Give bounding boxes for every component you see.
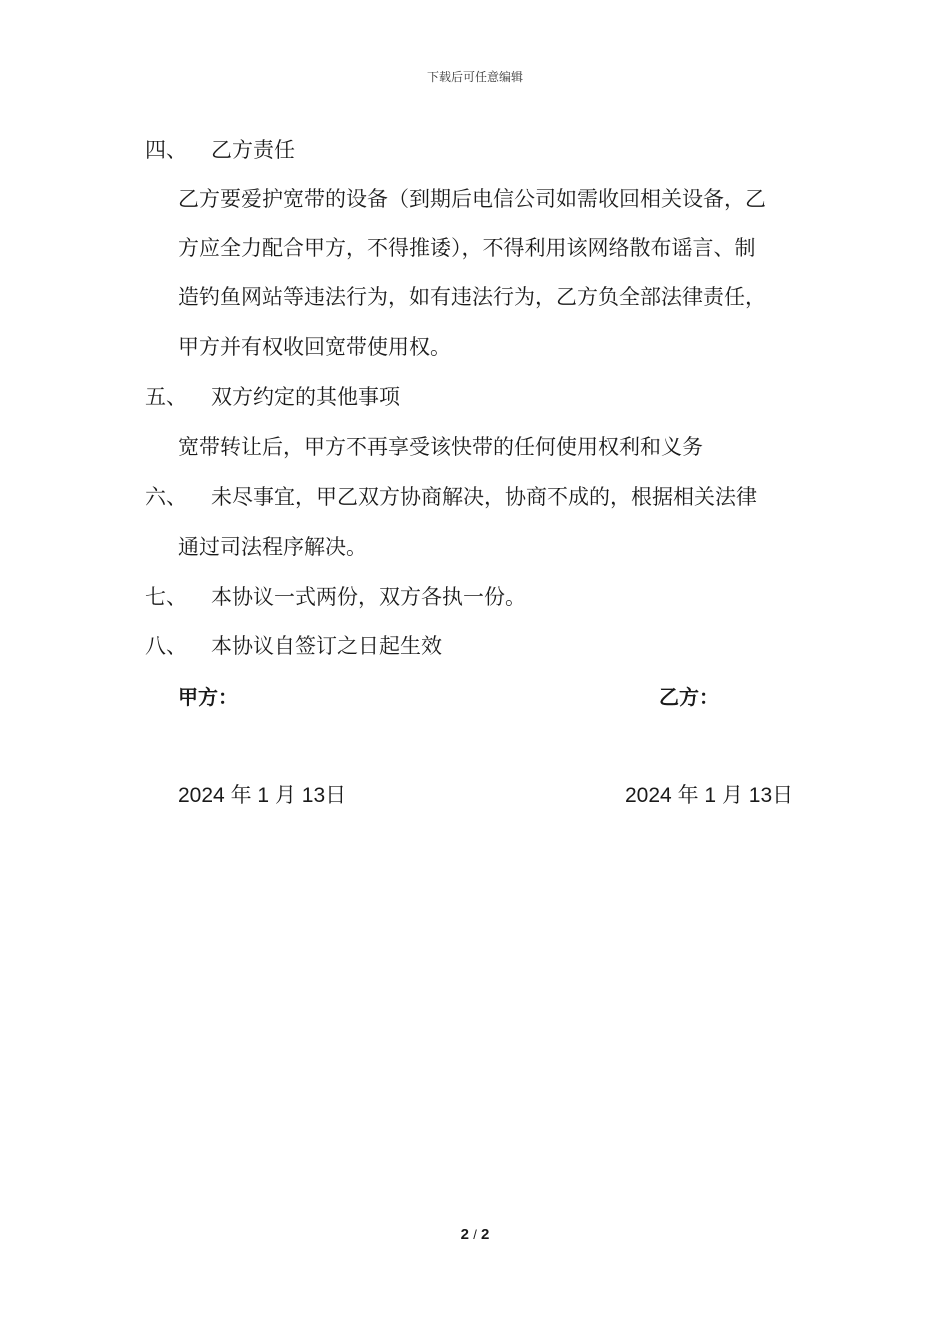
date-month-unit: 月 xyxy=(274,783,296,807)
date-month: 1 xyxy=(257,784,270,807)
page-current: 2 xyxy=(460,1226,470,1243)
date-month: 1 xyxy=(704,784,717,807)
section-number: 六、 xyxy=(145,485,187,509)
party-b-date xyxy=(625,781,793,810)
section-number: 五、 xyxy=(145,385,187,409)
date-day-unit: 日 xyxy=(325,783,347,807)
section-heading xyxy=(145,136,295,164)
page-header: 下载后可任意编辑 xyxy=(426,70,523,84)
section-title: 本协议自签订之日起生效 xyxy=(211,634,442,658)
date-year-unit: 年 xyxy=(230,783,252,807)
paragraph-line: 通过司法程序解决。 xyxy=(178,535,367,559)
date-year: 2024 xyxy=(178,784,225,807)
date-day-unit: 日 xyxy=(772,783,794,807)
section-heading xyxy=(145,383,400,411)
section-title: 乙方责任 xyxy=(211,138,295,162)
date-year-unit: 年 xyxy=(677,783,699,807)
section-heading xyxy=(145,632,442,660)
party-a-date xyxy=(178,781,346,810)
section-number: 四、 xyxy=(145,138,187,162)
paragraph-line: 宽带转让后，甲方不再享受该快带的任何使用权利和义务 xyxy=(178,435,703,459)
section-heading xyxy=(145,483,757,511)
page-number xyxy=(0,1226,950,1243)
section-title: 本协议一式两份，双方各执一份。 xyxy=(211,585,526,609)
party-b-label: 乙方： xyxy=(659,685,719,709)
paragraph-line: 乙方要爱护宽带的设备（到期后电信公司如需收回相关设备，乙 xyxy=(178,187,766,211)
date-month-unit: 月 xyxy=(721,783,743,807)
page-total: 2 xyxy=(480,1226,490,1243)
date-day: 13 xyxy=(748,784,773,807)
date-day: 13 xyxy=(301,784,326,807)
party-a-label: 甲方： xyxy=(178,685,238,709)
section-title: 双方约定的其他事项 xyxy=(211,385,400,409)
paragraph-line: 造钓鱼网站等违法行为，如有违法行为，乙方负全部法律责任， xyxy=(178,285,766,309)
paragraph-line: 甲方并有权收回宽带使用权。 xyxy=(178,335,451,359)
page-separator: / xyxy=(473,1227,477,1242)
section-number: 八、 xyxy=(145,634,187,658)
section-heading xyxy=(145,583,526,611)
section-title: 未尽事宜，甲乙双方协商解决，协商不成的，根据相关法律 xyxy=(211,485,757,509)
date-year: 2024 xyxy=(625,784,672,807)
paragraph-line: 方应全力配合甲方，不得推诿），不得利用该网络散布谣言、制 xyxy=(178,236,756,260)
section-number: 七、 xyxy=(145,585,187,609)
